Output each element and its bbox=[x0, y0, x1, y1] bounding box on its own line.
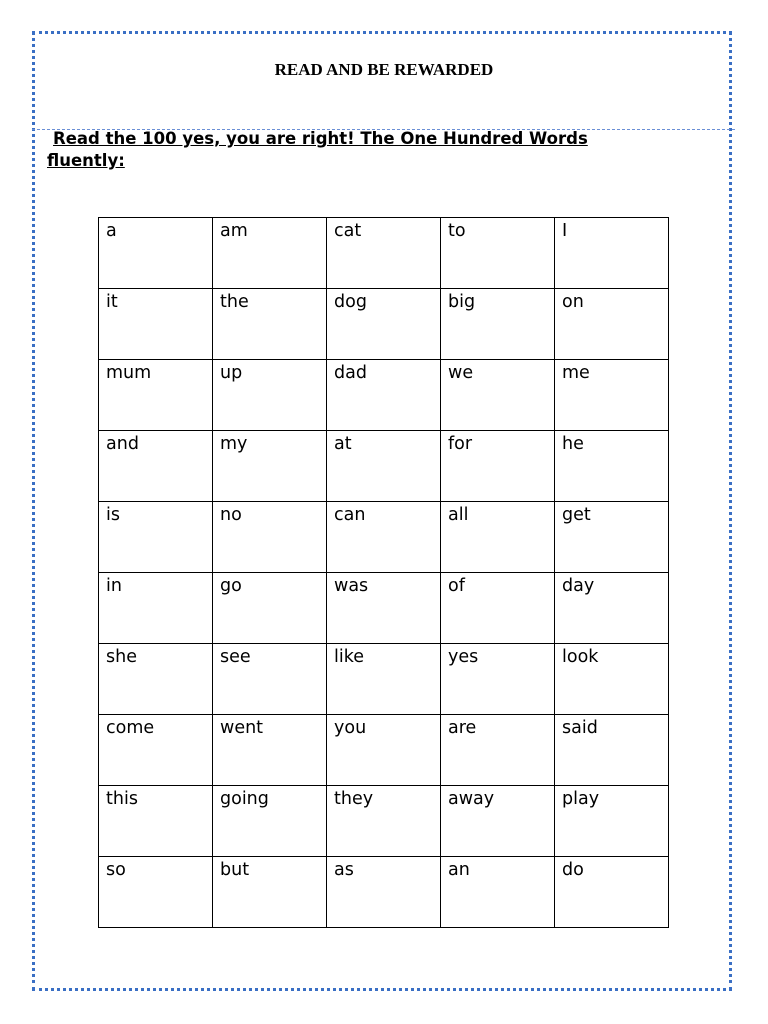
word: they bbox=[334, 789, 374, 809]
word: up bbox=[220, 363, 243, 383]
word-cell bbox=[213, 431, 327, 502]
table-row bbox=[99, 857, 669, 928]
word: come bbox=[106, 718, 155, 738]
word: big bbox=[448, 292, 476, 312]
word: we bbox=[448, 363, 474, 383]
table-row bbox=[99, 218, 669, 289]
table-row bbox=[99, 573, 669, 644]
word-cell bbox=[555, 786, 669, 857]
word-cell bbox=[441, 644, 555, 715]
word-cell bbox=[99, 715, 213, 786]
word-cell bbox=[441, 431, 555, 502]
word: dog bbox=[334, 292, 367, 312]
table-row bbox=[99, 502, 669, 573]
word-cell bbox=[441, 218, 555, 289]
word-cell bbox=[327, 786, 441, 857]
word: for bbox=[448, 434, 473, 454]
word: said bbox=[562, 718, 598, 738]
word-cell bbox=[441, 857, 555, 928]
word-cell bbox=[99, 644, 213, 715]
word: can bbox=[334, 505, 366, 525]
word: my bbox=[220, 434, 248, 454]
word-cell bbox=[213, 644, 327, 715]
word: do bbox=[562, 860, 584, 880]
word: I bbox=[562, 221, 568, 241]
word: she bbox=[106, 647, 137, 667]
word-cell bbox=[441, 573, 555, 644]
word: it bbox=[106, 292, 118, 312]
word-cell bbox=[555, 218, 669, 289]
word-cell bbox=[213, 786, 327, 857]
word: play bbox=[562, 789, 600, 809]
word-cell bbox=[555, 644, 669, 715]
word-cell bbox=[327, 431, 441, 502]
word-cell bbox=[99, 218, 213, 289]
word: all bbox=[448, 505, 469, 525]
word: in bbox=[106, 576, 122, 596]
word-cell bbox=[99, 502, 213, 573]
word-cell bbox=[555, 360, 669, 431]
word-cell bbox=[213, 573, 327, 644]
word-cell bbox=[99, 786, 213, 857]
word: this bbox=[106, 789, 138, 809]
word: away bbox=[448, 789, 495, 809]
instructions: Read the 100 yes, you are right! The One Hundred Words fluently: bbox=[47, 129, 588, 170]
word: an bbox=[448, 860, 470, 880]
word: get bbox=[562, 505, 591, 525]
page-title: READ AND BE REWARDED bbox=[274, 60, 494, 79]
table-row bbox=[99, 715, 669, 786]
word: he bbox=[562, 434, 584, 454]
word-cell bbox=[441, 502, 555, 573]
word: day bbox=[562, 576, 595, 596]
word: on bbox=[562, 292, 584, 312]
word-cell bbox=[327, 573, 441, 644]
word-cell bbox=[327, 502, 441, 573]
word-cell bbox=[327, 857, 441, 928]
word-cell bbox=[99, 857, 213, 928]
words-table bbox=[98, 217, 669, 928]
table-row bbox=[99, 360, 669, 431]
word: at bbox=[334, 434, 352, 454]
table-row bbox=[99, 786, 669, 857]
word: cat bbox=[334, 221, 362, 241]
word: went bbox=[220, 718, 264, 738]
word-cell bbox=[99, 573, 213, 644]
word-cell bbox=[213, 715, 327, 786]
word: like bbox=[334, 647, 365, 667]
word-cell bbox=[327, 360, 441, 431]
word-cell bbox=[213, 218, 327, 289]
word-cell bbox=[555, 857, 669, 928]
word: am bbox=[220, 221, 248, 241]
word: going bbox=[220, 789, 269, 809]
word-cell bbox=[441, 360, 555, 431]
word-cell bbox=[99, 360, 213, 431]
word: no bbox=[220, 505, 242, 525]
word: look bbox=[562, 647, 599, 667]
word-cell bbox=[441, 289, 555, 360]
word-cell bbox=[99, 431, 213, 502]
word: mum bbox=[106, 363, 152, 383]
word: as bbox=[334, 860, 354, 880]
word-cell bbox=[555, 573, 669, 644]
table-row bbox=[99, 289, 669, 360]
word-cell bbox=[327, 289, 441, 360]
word-cell bbox=[327, 644, 441, 715]
word-cell bbox=[555, 431, 669, 502]
word-cell bbox=[555, 289, 669, 360]
word: and bbox=[106, 434, 139, 454]
word: so bbox=[106, 860, 126, 880]
word: yes bbox=[448, 647, 479, 667]
word-cell bbox=[99, 289, 213, 360]
word: is bbox=[106, 505, 120, 525]
word: you bbox=[334, 718, 367, 738]
word-cell bbox=[555, 715, 669, 786]
word-cell bbox=[213, 289, 327, 360]
word-cell bbox=[327, 218, 441, 289]
word: to bbox=[448, 221, 466, 241]
word: me bbox=[562, 363, 590, 383]
word: dad bbox=[334, 363, 367, 383]
table-row bbox=[99, 431, 669, 502]
word-cell bbox=[441, 715, 555, 786]
word-cell bbox=[213, 502, 327, 573]
word-cell bbox=[555, 502, 669, 573]
word-cell bbox=[441, 786, 555, 857]
word-cell bbox=[213, 857, 327, 928]
word-cell bbox=[213, 360, 327, 431]
word: was bbox=[334, 576, 369, 596]
word-cell bbox=[327, 715, 441, 786]
word: the bbox=[220, 292, 249, 312]
word: go bbox=[220, 576, 242, 596]
word: are bbox=[448, 718, 477, 738]
word: of bbox=[448, 576, 465, 596]
word: see bbox=[220, 647, 251, 667]
word: but bbox=[220, 860, 250, 880]
table-row bbox=[99, 644, 669, 715]
word: a bbox=[106, 221, 117, 241]
